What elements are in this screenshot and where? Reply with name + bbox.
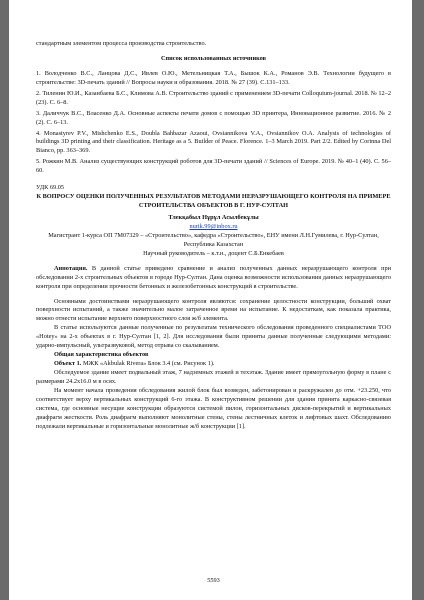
reference-item: 5. Рожкин М.В. Анализ существующих конструкций роботов для 3D-печати зданий // Sciences of Europe. 2019. № 40–1 (40). С. 56–60.: [36, 158, 391, 175]
abstract-label: Аннотация.: [54, 264, 88, 272]
page-content: [36, 40, 391, 586]
udc-code: УДК 69.05: [36, 184, 65, 192]
abstract-text: В данной статье приведено сравнение и анализ полученных данных неразрушающего контроля при обследовании 2-х строительных объектов в городе Нур-Султан. Дана оценка возможности использования данных неразрушающего контроля при определении прочности бетонных и железобетонных конструкций в строительстве.: [36, 264, 391, 290]
page-number: 5593: [207, 577, 220, 585]
supervisor: Научный руководитель – к.т.н., доцент С.Б.Енкебаев: [143, 249, 284, 257]
article-title: К ВОПРОСУ ОЦЕНКИ ПОЛУЧЕННЫХ РЕЗУЛЬТАТОВ МЕТОДАМИ НЕРАЗРУШАЮЩЕГО КОНТРОЛЯ НА ПРИМЕРЕ СТРОИТЕЛЬСТВА ОБЪЕКТОВ В Г. НУР-СУЛТАН: [36, 193, 391, 210]
author-name: Тлекқабыл Нұрұл Асылбекұлы: [168, 214, 259, 221]
author-affiliation: Магистрант 1-курса ОП 7М07329 – «Строительство», кафедра «Строительство», ЕНУ имени Л.Н.Гумилева, г. Нур-Султан, Республика Казахстан: [48, 231, 379, 248]
document-page: [9, 0, 412, 600]
references-heading: Список использованных источников: [160, 54, 267, 62]
section-subheading: Общая характеристика объектов: [54, 351, 149, 359]
author-email-link[interactable]: nurik.99@inbox.ru: [189, 222, 238, 230]
intro-line: стандартным элементом процесса производства строительство.: [36, 40, 207, 47]
body-paragraph: Обследуемое здание имеет подвальный этаж, 7 надземных этажей и техэтаж. Здание имеет прямоугольную форму в плане с размерами 24.2x16.0 м в осях.: [36, 369, 391, 385]
object-text: МЖК «Akbulak Rivera» Блок 3.4 (см. Рисунок 1).: [81, 360, 215, 368]
reference-item: 2. Тиленин Ю.И., Казанбаева Б.С., Климова А.В. Строительство зданий с применением 3D-печати Colloquium-journal. 2018. № 12–2 (23). С. 6–8.: [36, 89, 391, 106]
body-paragraph: Основными достоинствами неразрушающего контроля являются: сохранение целостности конструкции, больший охват поверхности испытаний, а также значительно малое затраченное время на испытание. К недостаткам, как показала практика, можно отнести испытание верхнего поверхностного слоя ж/б элемента.: [36, 297, 391, 323]
reference-item: 4. Monastyrev P.V., Mishchenko E.S., Doubla Bahbazar Azaoui, Ovsiannikova V.A., Ovsiannikov O.A. Analysis of technologies of buildings 3D printing and their classification. Heritage as a 5. Builder of Peace. Florence. 1–3 March 2019. Part 2/2. Edited by Corinna Del Bianco, pp. 363–369.: [36, 129, 391, 155]
body-paragraph: На момент начала проведения обследования жилой блок был возведен, забетонирован и раскружален до отм. +23.250, что соответствует верху вертикальных конструкций 6-го этажа. В конструктивном решении для здания принята каркасно-связевая система, где основные несущие конструкции образуются системой пилон, горизонтальных дисков-перекрытий и вертикальных диафрагм жесткости. Роль диафрагм выполняют монолитные стены, стены лестничных клеток и лифтовых шахт. Обследованию подлежали вертикальные и горизонтальные монолитные ж/б конструкции [1].: [36, 386, 391, 430]
object-line: [36, 360, 391, 369]
body-paragraph: В статье используются данные полученные по результатам технического обследования проведенного специалистами ТОО «Hotey» на 2-х объектах в г. Нур-Султан [1, 2]. Для исследования были приняты данные полученные следующими методами: ударно-импульсный, ультразвуковой, метод отрыва со скалыванием.: [36, 324, 391, 350]
reference-item: 1. Володченко В.С., Ланцова Д.С., Ивлев О.Ю., Метельницкая Т.А., Бышок К.А., Романов Э.В. Технологии будущего в строительстве: 3D-печать зданий // Вопросы науки и образования. 2018. № 27 (39). С.131–133.: [36, 69, 391, 86]
abstract: [36, 265, 391, 292]
object-label: Объект 1.: [54, 360, 82, 368]
reference-item: 3. Даличчук В.С., Власенко Д.А. Основные аспекты печати домов с помощью 3D принтера, Инновационное развитие. 2016. № 2 (2). С. 6–13.: [36, 109, 391, 126]
